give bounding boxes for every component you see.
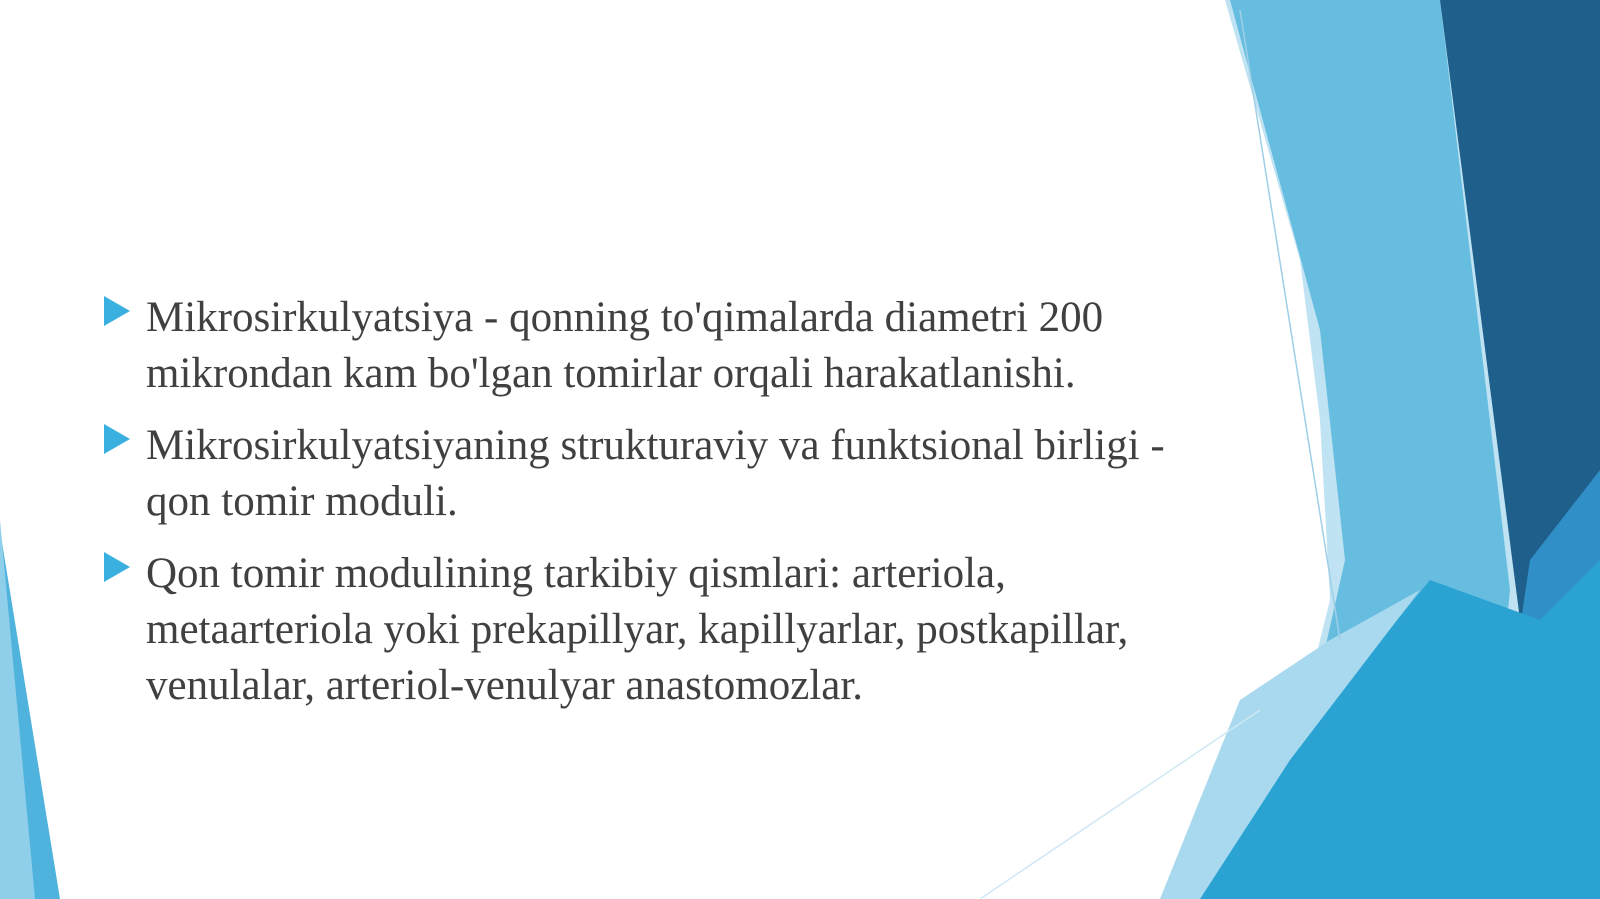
bullet-list: [100, 290, 1210, 730]
triangle-right-icon: [104, 552, 130, 582]
triangle-right-icon: [104, 424, 130, 454]
bullet-text: Mikrosirkulyatsiya - qonning to'qimalarda diametri 200 mikrondan kam bo'lgan tomirlar orqali harakatlanishi.: [146, 294, 1104, 397]
bullet-item: [100, 418, 1210, 530]
bullet-text: Mikrosirkulyatsiyaning strukturaviy va funktsional birligi - qon tomir moduli.: [146, 422, 1165, 525]
bullet-item: [100, 546, 1210, 714]
bullet-text: Qon tomir modulining tarkibiy qismlari: arteriola, metaarteriola yoki prekapillyar, kapillyarlar, postkapillar, venulalar, arteriol-venulyar anastomozlar.: [146, 550, 1129, 709]
triangle-right-icon: [104, 296, 130, 326]
bullet-item: [100, 290, 1210, 402]
